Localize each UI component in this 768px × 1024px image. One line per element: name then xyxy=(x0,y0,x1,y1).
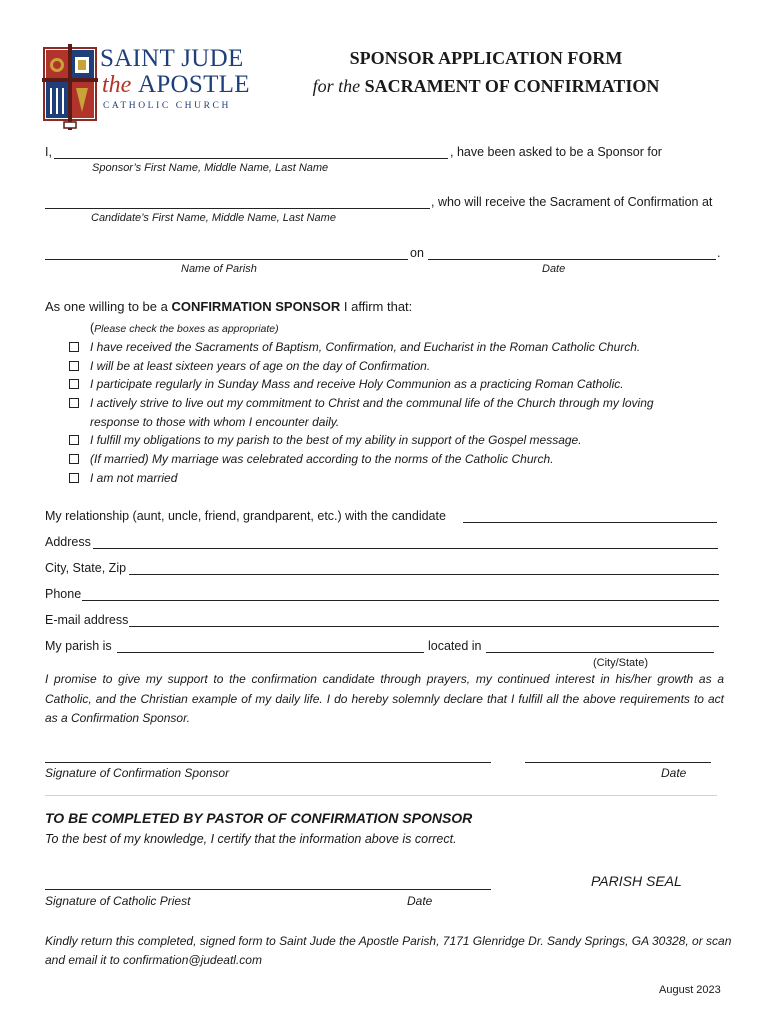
form-version-date: August 2023 xyxy=(659,984,721,996)
logo-catholic-church: CATHOLIC CHURCH xyxy=(103,101,231,111)
affirm-item: I have received the Sacraments of Baptism, Confirmation, and Eucharist in the Roman Catholic Church. xyxy=(90,340,641,354)
affirm-checkbox[interactable] xyxy=(69,398,79,408)
phone-label: Phone xyxy=(45,587,82,601)
instruction-text: Please check the boxes as appropriate) xyxy=(94,323,279,335)
affirm-lead-bold: CONFIRMATION SPONSOR xyxy=(171,299,341,314)
form-title: SPONSOR APPLICATION FORM xyxy=(349,48,623,68)
affirm-instruction xyxy=(90,321,279,336)
section-divider xyxy=(45,795,717,796)
priest-date-caption: Date xyxy=(407,894,433,908)
affirm-item-continued: response to those with whom I encounter daily. xyxy=(90,415,340,429)
city-field[interactable] xyxy=(129,574,719,575)
parish-seal-label: PARISH SEAL xyxy=(591,873,682,889)
affirm-item: I actively strive to live out my commitment to Christ and the communal life of the Church through my loving xyxy=(90,396,654,410)
receive-text: , who will receive the Sacrament of Confirmation at xyxy=(431,195,713,209)
email-field[interactable] xyxy=(129,626,719,627)
i-label: I, xyxy=(45,145,52,159)
city-label: City, State, Zip xyxy=(45,561,127,575)
sponsor-name-field[interactable] xyxy=(54,158,448,159)
priest-signature-field[interactable] xyxy=(45,889,491,890)
affirm-checkbox[interactable] xyxy=(69,342,79,352)
relationship-field[interactable] xyxy=(463,522,717,523)
priest-signature-caption: Signature of Catholic Priest xyxy=(45,894,191,908)
sponsor-date-field[interactable] xyxy=(525,762,711,763)
subtitle-main: SACRAMENT OF CONFIRMATION xyxy=(364,76,660,96)
confirmation-date-field[interactable] xyxy=(428,259,716,260)
affirm-item: I am not married xyxy=(90,471,178,485)
church-logo-crest-icon xyxy=(42,44,98,130)
located-field[interactable] xyxy=(486,652,714,653)
affirm-checkbox[interactable] xyxy=(69,473,79,483)
email-label: E-mail address xyxy=(45,613,129,627)
sponsor-signature-caption: Signature of Confirmation Sponsor xyxy=(45,766,230,780)
affirm-checkbox[interactable] xyxy=(69,435,79,445)
pastor-section-heading: TO BE COMPLETED BY PASTOR OF CONFIRMATION SPONSOR xyxy=(45,810,473,826)
logo-the: the xyxy=(102,72,132,98)
date-caption: Date xyxy=(542,263,566,275)
affirm-lead-prefix: As one willing to be a xyxy=(45,299,168,314)
affirm-lead xyxy=(45,300,412,314)
logo-name-line: SAINT JUDE xyxy=(100,45,244,72)
candidate-name-field[interactable] xyxy=(45,208,430,209)
pastor-certify-text: To the best of my knowledge, I certify that the information above is correct. xyxy=(45,832,457,846)
affirm-checkbox[interactable] xyxy=(69,379,79,389)
sponsor-name-caption: Sponsor’s First Name, Middle Name, Last Name xyxy=(92,162,329,174)
affirm-item: (If married) My marriage was celebrated according to the norms of the Catholic Church. xyxy=(90,452,554,466)
candidate-name-caption: Candidate’s First Name, Middle Name, Last Name xyxy=(91,212,336,224)
sponsor-signature-field[interactable] xyxy=(45,762,491,763)
affirm-checkbox[interactable] xyxy=(69,361,79,371)
return-instructions: Kindly return this completed, signed form to Saint Jude the Apostle Parish, 7171 Glenridge Dr. Sandy Springs, GA 30328, or scan and email it to confirmation@judeatl.com xyxy=(45,934,732,967)
parish-caption: Name of Parish xyxy=(181,263,257,275)
address-label: Address xyxy=(45,535,91,549)
sponsor-date-caption: Date xyxy=(661,766,687,780)
instruction-paren: ( xyxy=(90,321,95,335)
located-label: located in xyxy=(428,639,482,653)
intro-period: . xyxy=(717,246,721,260)
parish-label: My parish is xyxy=(45,639,112,653)
my-parish-field[interactable] xyxy=(117,652,424,653)
affirm-item: I participate regularly in Sunday Mass and receive Holy Communion as a practicing Roman Catholic. xyxy=(90,377,624,391)
asked-text: , have been asked to be a Sponsor for xyxy=(450,145,662,159)
relationship-label: My relationship (aunt, uncle, friend, grandparent, etc.) with the candidate xyxy=(45,509,446,523)
phone-field[interactable] xyxy=(82,600,719,601)
affirm-lead-suffix: I affirm that: xyxy=(343,299,413,314)
on-label: on xyxy=(410,246,424,260)
affirm-item: I fulfill my obligations to my parish to the best of my ability in support of the Gospel message. xyxy=(90,433,582,447)
promise-paragraph: I promise to give my support to the confirmation candidate through prayers, my continued interest in his/her growth as a Catholic, and the Christian example of my daily life. I do hereby solemnly declare that I fulfill all the above requirements to act as a Confirmation Sponsor. xyxy=(45,672,724,725)
form-subtitle xyxy=(285,76,687,97)
city-state-caption: (City/State) xyxy=(593,657,649,669)
logo-apostle: APOSTLE xyxy=(138,71,250,98)
affirm-item: I will be at least sixteen years of age on the day of Confirmation. xyxy=(90,359,431,373)
subtitle-prefix: for the xyxy=(312,76,361,96)
affirm-checkbox[interactable] xyxy=(69,454,79,464)
parish-name-field[interactable] xyxy=(45,259,408,260)
address-field[interactable] xyxy=(93,548,718,549)
